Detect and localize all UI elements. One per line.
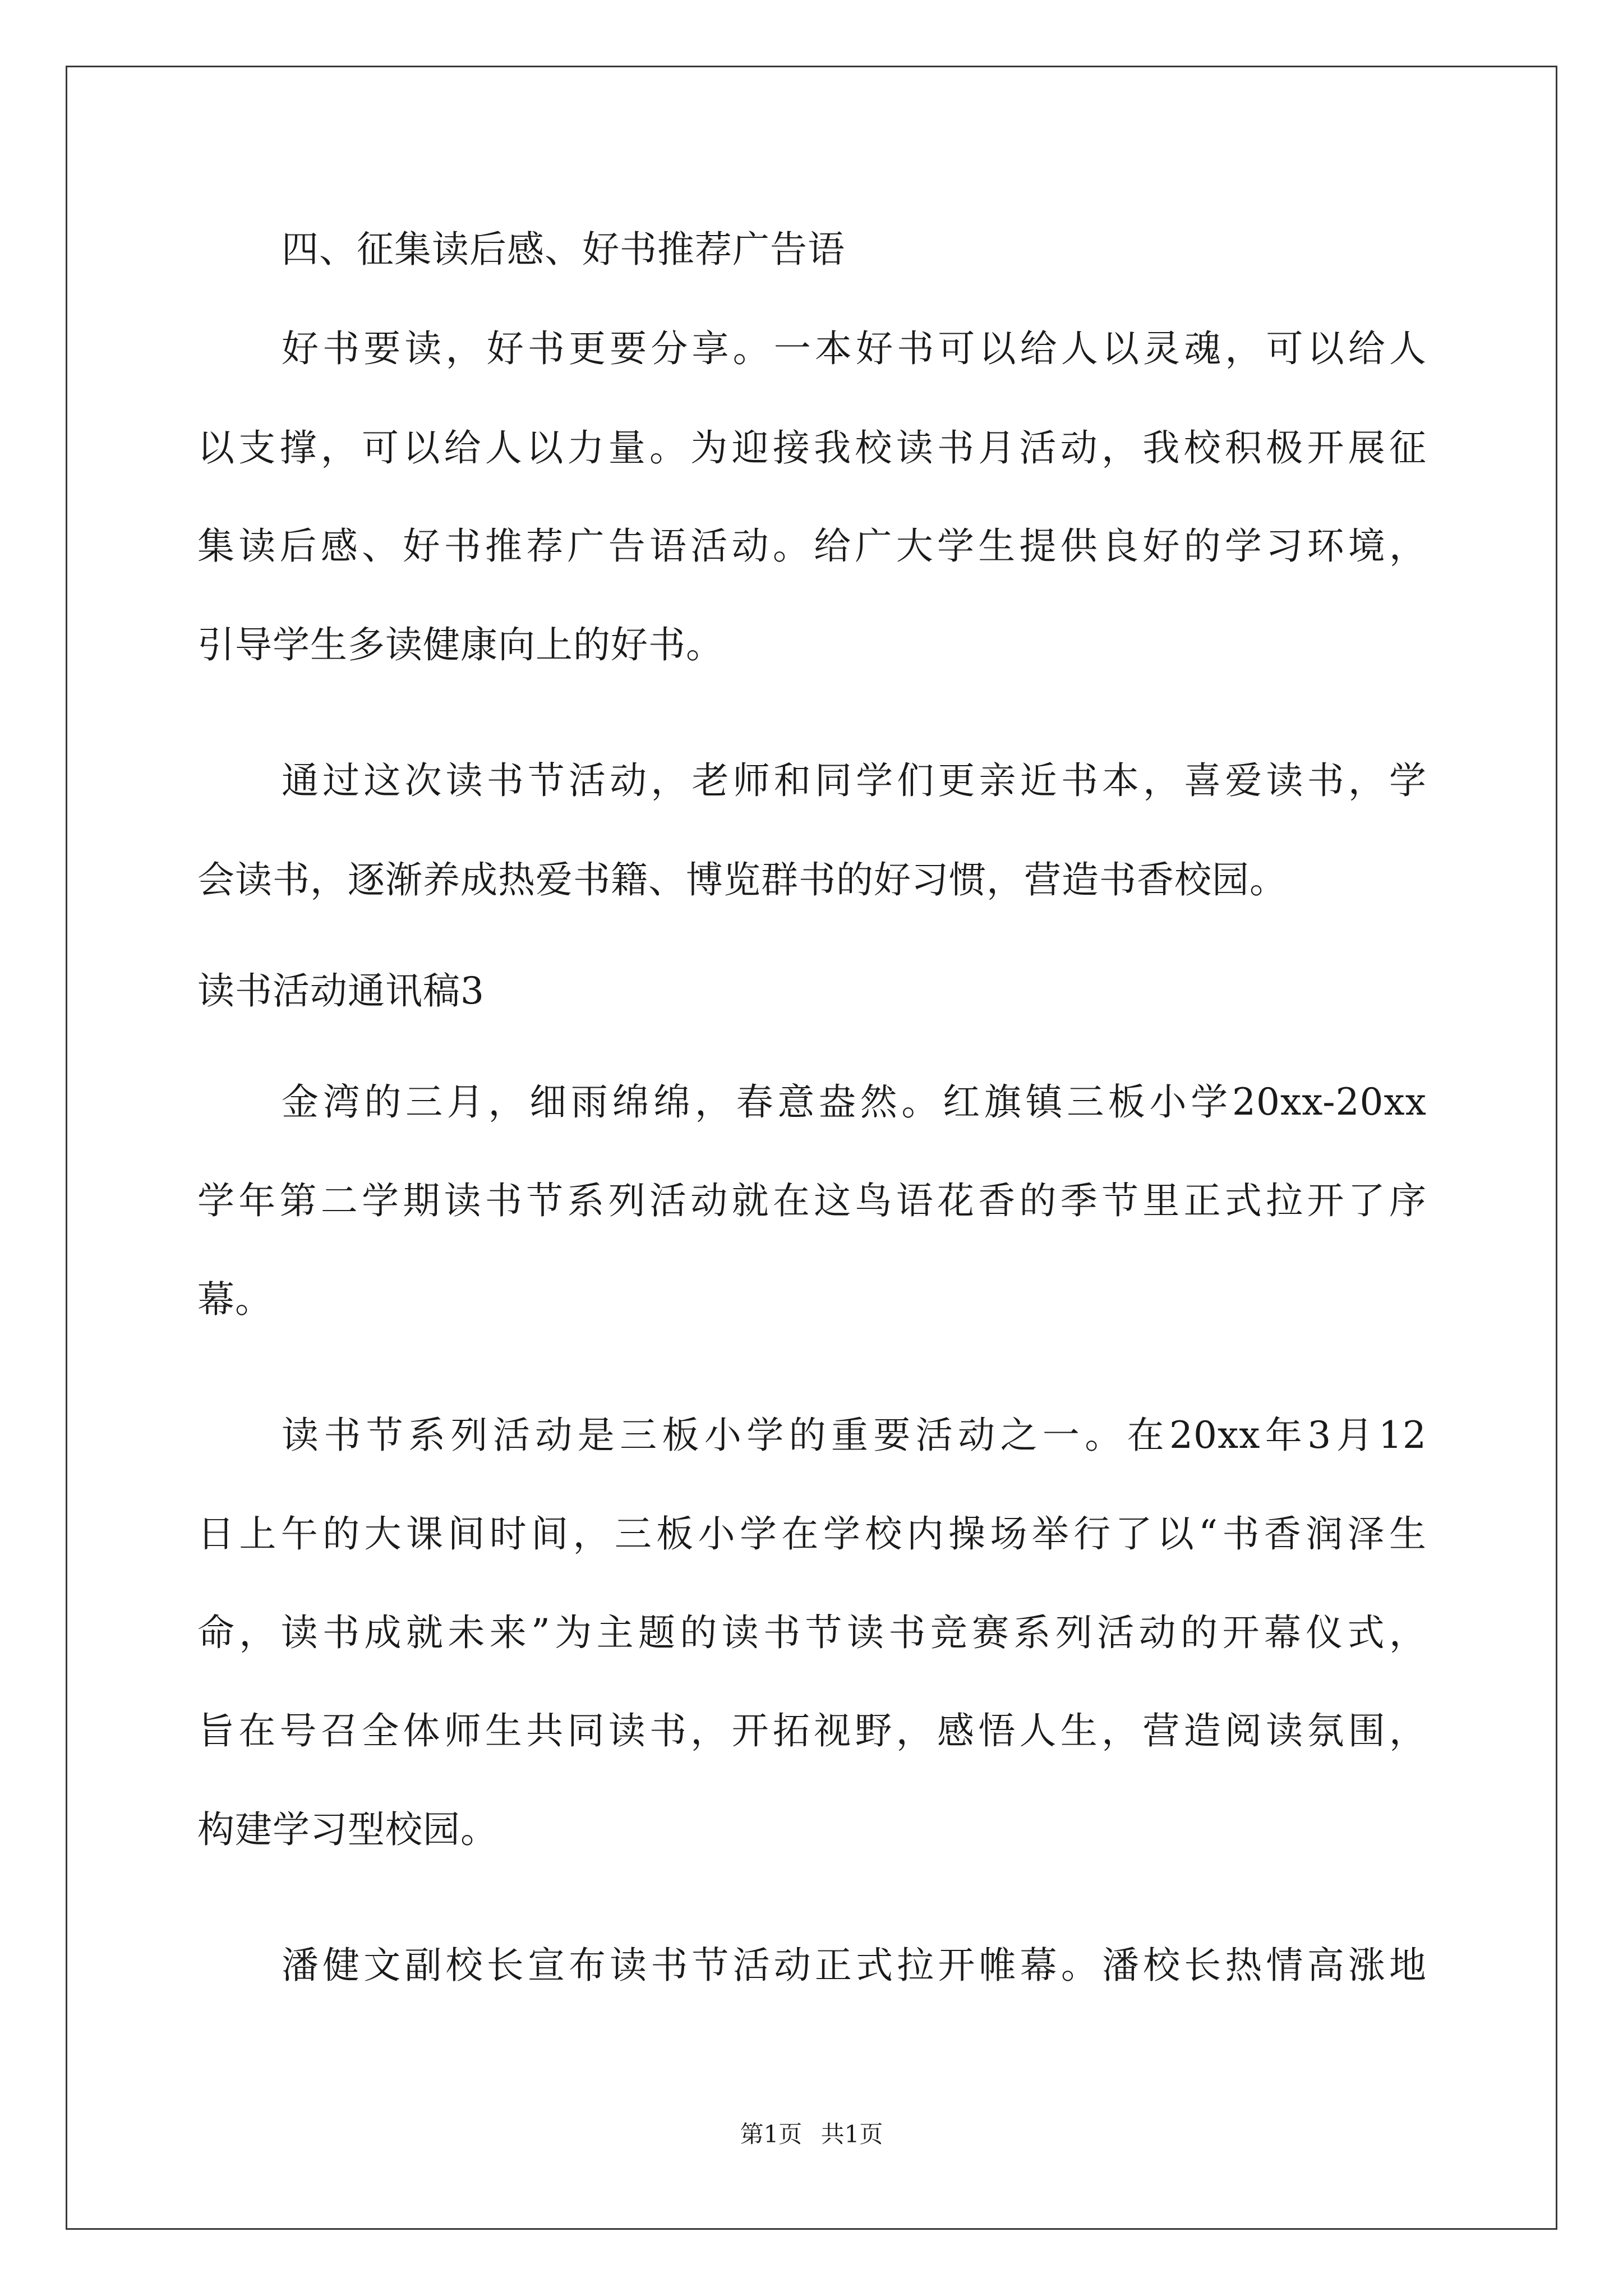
paragraph-line: 好书要读，好书更要分享。一本好书可以给人以灵魂，可以给人 <box>282 327 1427 370</box>
paragraph-line: 通过这次读书节活动，老师和同学们更亲近书本，喜爱读书，学 <box>282 759 1427 802</box>
paragraph-line: 命，读书成就未来”为主题的读书节读书竞赛系列活动的开幕仪式， <box>197 1611 1427 1654</box>
paragraph-line: 幕。 <box>197 1278 273 1321</box>
paragraph-line: 构建学习型校园。 <box>197 1808 498 1851</box>
paragraph-line: 引导学生多读健康向上的好书。 <box>197 623 723 666</box>
paragraph-line: 金湾的三月，细雨绵绵，春意盎然。红旗镇三板小学20xx-20xx <box>282 1080 1427 1124</box>
paragraph-line: 日上午的大课间时间，三板小学在学校内操场举行了以“书香润泽生 <box>197 1512 1427 1556</box>
article-title: 读书活动通讯稿3 <box>197 969 485 1013</box>
paragraph-line: 以支撑，可以给人以力量。为迎接我校读书月活动，我校积极开展征 <box>197 426 1427 470</box>
paragraph-line: 会读书，逐渐养成热爱书籍、博览群书的好习惯，营造书香校园。 <box>197 858 1287 901</box>
page-border <box>66 66 1557 2230</box>
paragraph-line: 读书节系列活动是三板小学的重要活动之一。在20xx年3月12 <box>282 1414 1427 1457</box>
section-heading: 四、征集读后感、好书推荐广告语 <box>282 228 845 271</box>
page-number-current: 第1页 <box>740 2120 803 2148</box>
page-number-total: 共1页 <box>820 2120 883 2148</box>
page-footer <box>0 2118 1623 2151</box>
paragraph-line: 潘健文副校长宣布读书节活动正式拉开帷幕。潘校长热情高涨地 <box>282 1944 1427 1987</box>
paragraph-line: 集读后感、好书推荐广告语活动。给广大学生提供良好的学习环境， <box>197 524 1427 568</box>
paragraph-line: 学年第二学期读书节系列活动就在这鸟语花香的季节里正式拉开了序 <box>197 1179 1427 1222</box>
paragraph-line: 旨在号召全体师生共同读书，开拓视野，感悟人生，营造阅读氛围， <box>197 1709 1427 1752</box>
